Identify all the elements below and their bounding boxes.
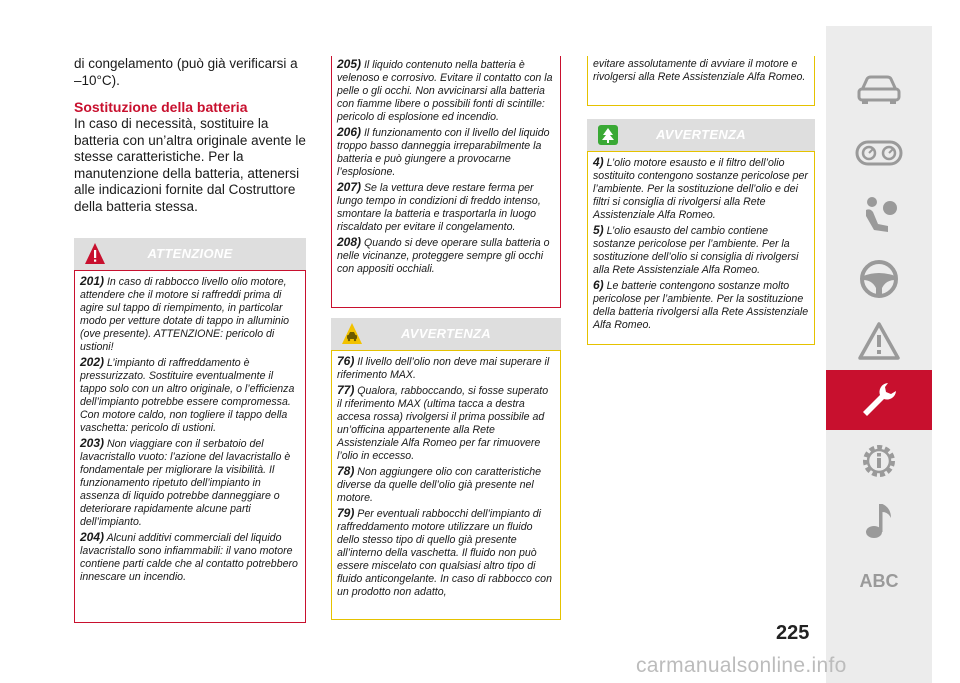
airbag-passenger-icon[interactable] [826,186,932,244]
note-77: 77) Qualora, rabboccando, si fosse superato il riferimento MAX (ultima tacca a destra accesa rossa) rivolgersi il prima possibile ad un’officina appartenente alla Rete Assistenziale Alfa Romeo per far rimuovere l’olio in eccesso. [337,383,549,462]
music-note-icon[interactable] [826,492,932,550]
note-203: 203) Non viaggiare con il serbatoio del lavacristallo vuoto: l’azione del lavacristallo è fondamentale per migliorare la visibilità. Il funzionamento ripetuto dell’impianto in assenza di liquido potrebbe danneggiare o deteriorare rapidamente alcune parti dell’impianto. [80,436,291,528]
note-207: 207) Se la vettura deve restare ferma per lungo tempo in condizioni di freddo intenso, smontare la batteria e trasportarla in luogo riscaldato per evitare il congelamento. [337,180,541,233]
intro-paragraph: di congelamento (può già verificarsi a –10°C). [74,56,298,88]
avvertenza-continued-box [587,56,815,106]
abc-index-link[interactable] [826,552,932,610]
attenzione-title: ATTENZIONE [147,246,233,261]
note-78: 78) Non aggiungere olio con caratteristiche diverse da quelle dell’olio già presente nel motore. [337,464,542,504]
note-205: 205) Il liquido contenuto nella batteria è velenoso e corrosivo. Evitare il contatto con la pelle o gli occhi. Non avvicinarsi alla batteria con fiamme libere o possibili fonti di scintille: pericolo di esplosione ed incendio. [337,57,553,123]
avvertenza-continued-body [587,56,815,106]
wrench-icon[interactable] [826,370,932,430]
attenzione-continued-box [331,56,561,308]
watermark: carmanualsonline.info [636,654,847,677]
avvertenza-header-1 [331,318,561,350]
column-1 [74,56,306,215]
avvertenza-body-1 [331,350,561,620]
attenzione-continued-body [331,56,561,308]
dashboard-gauges-icon[interactable] [826,124,932,182]
note-204: 204) Alcuni additivi commerciali del liquido lavacristallo sono infiammabili: il vano motore contiene parti calde che al contatto potrebbero innescare un incendio. [80,530,298,583]
avvertenza-box-2 [587,119,815,345]
steering-wheel-icon[interactable] [826,250,932,308]
section-heading: Sostituzione della batteria [74,99,248,115]
attenzione-header [74,238,306,270]
avvertenza-title-2: AVVERTENZA [656,127,746,142]
abc-label: ABC [859,570,899,591]
avvertenza-body-2 [587,151,815,345]
note-6: 6) Le batterie contengono sostanze molto pericolose per l’ambiente. Per la sostituzione della batteria rivolgersi alla Rete Assistenziale Alfa Romeo. [593,278,809,331]
note-79: 79) Per eventuali rabbocchi dell’impianto di raffreddamento motore utilizzare un fluido dello stesso tipo di quello già presente all’interno della vaschetta. Il fluido non può essere miscelato con qualsiasi altro tipo di fluido anticongelante. In caso di rabbocco con un prodotto non adatto, [337,506,552,598]
note-206: 206) Il funzionamento con il livello del liquido troppo basso danneggia irreparabilmente la batteria e può giungere a provocarne l’esplosione. [337,125,550,178]
note-4: 4) L’olio motore esausto e il filtro dell’olio sostituito contengono sostanze pericolose per l’ambiente. Per la sostituzione dell’olio e dei filtri si consiglia di rivolgersi alla Rete Assistenziale Alfa Romeo. [593,155,808,221]
continued-note-text: evitare assolutamente di avviare il motore e rivolgersi alla Rete Assistenziale Alfa Romeo. [593,58,806,83]
note-202: 202) L’impianto di raffreddamento è pressurizzato. Sostituire eventualmente il tappo solo con un altro originale, o l’efficienza dell’impianto potrebbe essere compromessa. Con motore caldo, non togliere il tappo della vaschetta: pericolo di ustioni. [80,355,295,434]
page-number: 225 [776,622,810,644]
section-body: In caso di necessità, sostituire la batteria con un’altra originale avente le stesse caratteristiche. Per la manutenzione della batteria, attenersi alle indicazioni fornite dal Costruttore della batteria stessa. [74,116,306,214]
avvertenza-header-2 [587,119,815,151]
note-5: 5) L’olio esausto del cambio contiene sostanze pericolose per l’ambiente. Per la sostituzione dell’olio si consiglia di rivolgersi alla Rete Assistenziale Alfa Romeo. [593,223,799,276]
attenzione-box [74,238,306,623]
gear-info-icon[interactable] [826,432,932,490]
avvertenza-box-1 [331,318,561,620]
chapter-sidebar [826,26,932,683]
avvertenza-title-1: AVVERTENZA [401,326,491,341]
car-icon[interactable] [826,60,932,118]
warning-triangle-icon[interactable] [826,312,932,370]
note-201: 201) In caso di rabbocco livello olio motore, attendere che il motore si raffreddi prima di agire sul tappo di riempimento, in particolar modo per vetture dotate di tappo in alluminio (ove presente). ATTENZIONE: pericolo di ustioni! [80,274,290,353]
note-208: 208) Quando si deve operare sulla batteria o nelle vicinanze, proteggere sempre gli occhi con appositi occhiali. [337,235,550,275]
attenzione-body [74,270,306,623]
note-76: 76) Il livello dell’olio non deve mai superare il riferimento MAX. [337,354,550,381]
